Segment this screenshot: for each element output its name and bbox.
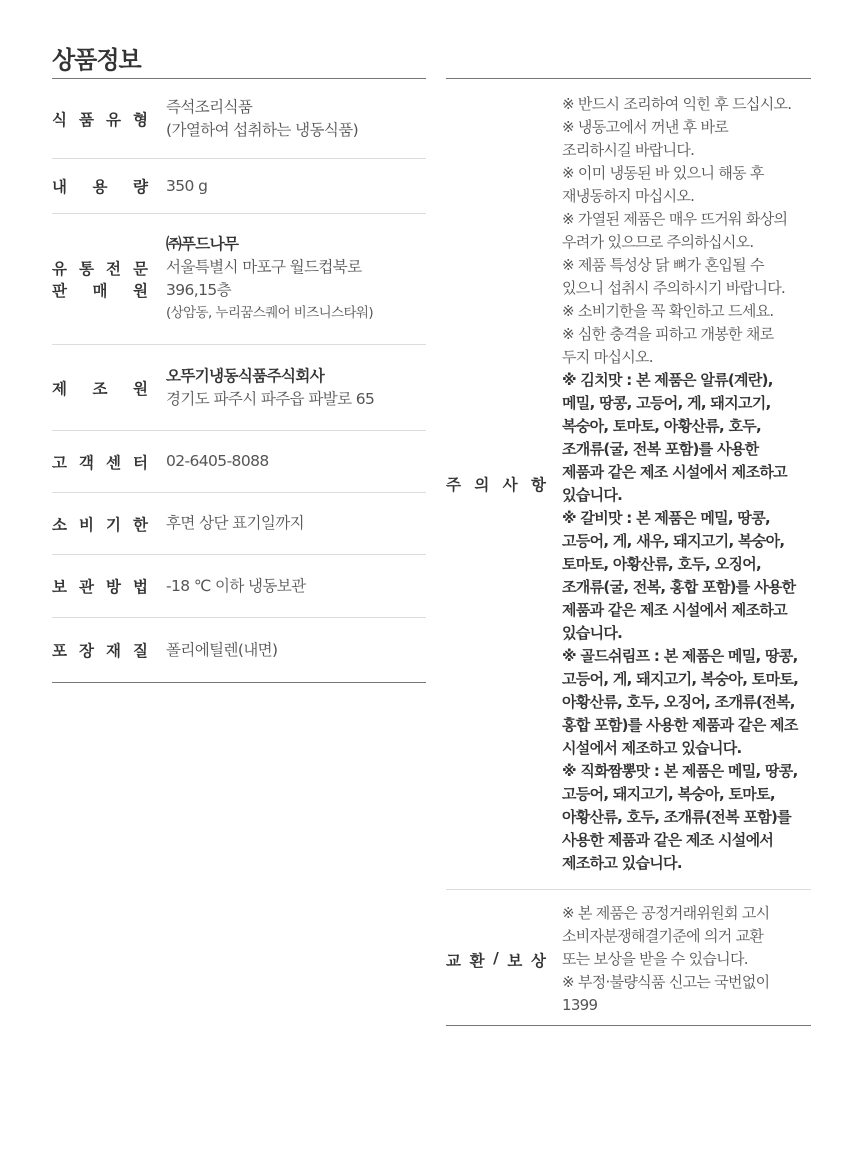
row-label <box>446 949 562 971</box>
value-line: ㈜푸드나무 <box>166 235 239 253</box>
exchange-line: ※ 부정·불량식품 신고는 국번없이 <box>562 973 770 991</box>
allergy-line: 복숭아, 토마토, 아황산류, 호두, <box>562 417 762 435</box>
label-chars <box>52 513 148 535</box>
label-char: 질 <box>133 642 148 660</box>
exchange-line: ※ 본 제품은 공정거래위원회 고시 <box>562 904 770 922</box>
allergy-line: 고등어, 돼지고기, 복숭아, 토마토, <box>562 785 775 803</box>
label-char: 재 <box>106 642 121 660</box>
allergy-line: 있습니다. <box>562 486 623 504</box>
label-chars <box>52 257 148 279</box>
exchange-text <box>562 902 811 1017</box>
row-label <box>52 175 166 197</box>
row-value <box>166 512 426 535</box>
caution-line: ※ 제품 특성상 닭 뼈가 혼입될 수 <box>562 256 764 274</box>
row-storage <box>52 555 426 618</box>
allergy-line: ※ 골드쉬림프 : 본 제품은 메밀, 땅콩, <box>562 647 798 665</box>
row-label <box>52 257 166 301</box>
caution-line: ※ 반드시 조리하여 익힌 후 드십시오. <box>562 95 792 113</box>
value-line: (가열하여 섭취하는 냉동식품) <box>166 120 359 139</box>
label-char: 통 <box>79 260 94 278</box>
label-chars <box>52 451 148 473</box>
label-char: 형 <box>133 110 148 129</box>
label-char: 제 <box>52 379 67 398</box>
allergy-line: 제품과 같은 제조 시설에서 제조하고 <box>562 601 787 619</box>
allergy-line: 토마토, 아황산류, 호두, 오징어, <box>562 555 762 573</box>
label-char: 품 <box>79 110 94 129</box>
label-char: 고 <box>52 453 67 472</box>
allergy-line: ※ 갈비맛 : 본 제품은 메밀, 땅콩, <box>562 509 771 527</box>
row-value <box>166 175 426 198</box>
allergy-line: 사용한 제품과 같은 제조 시설에서 <box>562 831 774 849</box>
caution-line: 우려가 있으므로 주의하십시오. <box>562 233 754 251</box>
allergy-line: 아황산류, 호두, 조개류(전복 포함)를 <box>562 808 791 826</box>
product-info-table <box>52 78 426 683</box>
label-char: 센 <box>106 453 121 472</box>
row-label <box>52 575 166 597</box>
value-line: 즉석조리식품 <box>166 97 253 116</box>
label-chars <box>52 108 148 130</box>
label-char: 장 <box>79 642 94 660</box>
caution-line: 재냉동하지 마십시오. <box>562 187 695 205</box>
value-line: 폴리에틸렌(내면) <box>166 640 278 659</box>
label-char: 터 <box>133 453 148 472</box>
value-line: 350 g <box>166 176 208 195</box>
row-label <box>446 473 562 495</box>
label-chars <box>446 949 546 971</box>
allergy-line: 조개류(굴, 전복 포함)를 사용한 <box>562 440 759 458</box>
label-chars <box>52 377 148 399</box>
caution-line: 있으니 섭취시 주의하시기 바랍니다. <box>562 279 786 297</box>
caution-text <box>562 93 811 875</box>
value-line: 경기도 파주시 파주읍 파발로 65 <box>166 389 375 408</box>
allergy-line: ※ 직화짬뽕맛 : 본 제품은 메밀, 땅콩, <box>562 762 798 780</box>
label-char: 방 <box>106 578 121 596</box>
label-char: 보 <box>52 578 67 596</box>
row-label <box>52 108 166 130</box>
allergy-line: 시설에서 제조하고 있습니다. <box>562 739 742 757</box>
value-line: (상암동, 누리꿈스퀘어 비즈니스타워) <box>166 305 374 321</box>
label-char: 의 <box>474 476 490 494</box>
allergy-line: 제품과 같은 제조 시설에서 제조하고 <box>562 463 787 481</box>
allergy-line: 아황산류, 호두, 오징어, 조개류(전복, <box>562 693 795 711</box>
label-char: 유 <box>52 260 67 278</box>
caution-line: ※ 심한 충격을 피하고 개봉한 채로 <box>562 325 774 343</box>
label-char: 전 <box>106 260 121 278</box>
exchange-line: 소비자분쟁해결기준에 의거 교환 <box>562 927 764 945</box>
allergy-line: 고등어, 게, 새우, 돼지고기, 복숭아, <box>562 532 785 550</box>
caution-line: 두지 마십시오. <box>562 348 653 366</box>
row-food-type <box>52 79 426 159</box>
value-line: 서울특별시 마포구 월드컵북로 <box>166 258 362 276</box>
caution-line: ※ 냉동고에서 꺼낸 후 바로 <box>562 118 729 136</box>
allergy-line: ※ 김치맛 : 본 제품은 알류(계란), <box>562 371 773 389</box>
label-char: 상 <box>531 951 546 970</box>
label-char: 용 <box>92 178 108 196</box>
allergy-line: 제조하고 있습니다. <box>562 854 682 872</box>
label-chars <box>52 279 148 301</box>
row-packaging <box>52 618 426 682</box>
label-char: 한 <box>133 515 148 534</box>
label-char: 포 <box>52 642 67 660</box>
label-char: 조 <box>92 379 108 398</box>
row-label <box>52 639 166 661</box>
caution-line: 조리하시길 바랍니다. <box>562 141 695 159</box>
allergy-line: 메밀, 땅콩, 고등어, 게, 돼지고기, <box>562 394 771 412</box>
label-char: 유 <box>106 110 121 129</box>
label-chars <box>52 639 148 661</box>
label-char: 기 <box>106 515 121 534</box>
label-chars <box>52 175 148 197</box>
label-char: 법 <box>133 578 148 596</box>
label-chars <box>52 575 148 597</box>
value-line: 02-6405-8088 <box>166 452 269 470</box>
label-char: 보 <box>507 951 523 970</box>
label-char: 비 <box>79 515 94 534</box>
row-net-weight <box>52 159 426 214</box>
label-char: 사 <box>502 476 518 494</box>
label-chars <box>446 473 546 495</box>
label-char: 내 <box>52 178 67 196</box>
label-char: 문 <box>133 260 148 278</box>
caution-line: ※ 이미 냉동된 바 있으니 해동 후 <box>562 164 764 182</box>
row-expiry <box>52 493 426 555</box>
label-char: 량 <box>133 178 148 196</box>
row-label <box>52 451 166 473</box>
value-line: -18 ℃ 이하 냉동보관 <box>166 576 306 595</box>
exchange-line: 1399 <box>562 996 598 1014</box>
caution-line: ※ 가열된 제품은 매우 뜨거워 화상의 <box>562 210 788 228</box>
row-value <box>166 639 426 662</box>
caution-line: ※ 소비기한을 꼭 확인하고 드세요. <box>562 302 774 320</box>
row-value <box>166 96 426 142</box>
page-title: 상품정보 <box>52 46 141 74</box>
label-char: 원 <box>133 379 148 398</box>
row-value <box>166 365 426 411</box>
label-char: 주 <box>446 476 461 494</box>
row-customer-center <box>52 431 426 493</box>
label-char: 객 <box>79 453 94 472</box>
row-value <box>166 450 426 473</box>
label-char: 소 <box>52 515 67 534</box>
allergy-line: 고등어, 게, 돼지고기, 복숭아, 토마토, <box>562 670 799 688</box>
row-value <box>166 575 426 598</box>
row-caution <box>446 79 811 890</box>
allergy-line: 홍합 포함)를 사용한 제품과 같은 제조 <box>562 716 798 734</box>
row-label <box>52 513 166 535</box>
label-char: 식 <box>52 110 67 129</box>
notice-table <box>446 78 811 1026</box>
label-char: 환 <box>469 951 485 970</box>
label-char: 매 <box>92 282 108 300</box>
value-line: 오뚜기냉동식품주식회사 <box>166 366 325 385</box>
row-manufacturer <box>52 345 426 431</box>
allergy-line: 조개류(굴, 전복, 홍합 포함)를 사용한 <box>562 578 796 596</box>
row-exchange <box>446 890 811 1026</box>
value-line: 후면 상단 표기일까지 <box>166 514 305 532</box>
row-distributor <box>52 214 426 345</box>
label-char: 관 <box>79 578 94 596</box>
row-label <box>52 377 166 399</box>
label-char: 교 <box>446 951 461 970</box>
label-char: 항 <box>530 476 546 494</box>
label-char: / <box>493 948 499 967</box>
label-char: 원 <box>133 282 148 300</box>
allergy-line: 있습니다. <box>562 624 623 642</box>
exchange-line: 또는 보상을 받을 수 있습니다. <box>562 950 748 968</box>
row-value <box>166 233 426 325</box>
value-line: 396,15층 <box>166 281 232 299</box>
label-char: 판 <box>52 282 67 300</box>
